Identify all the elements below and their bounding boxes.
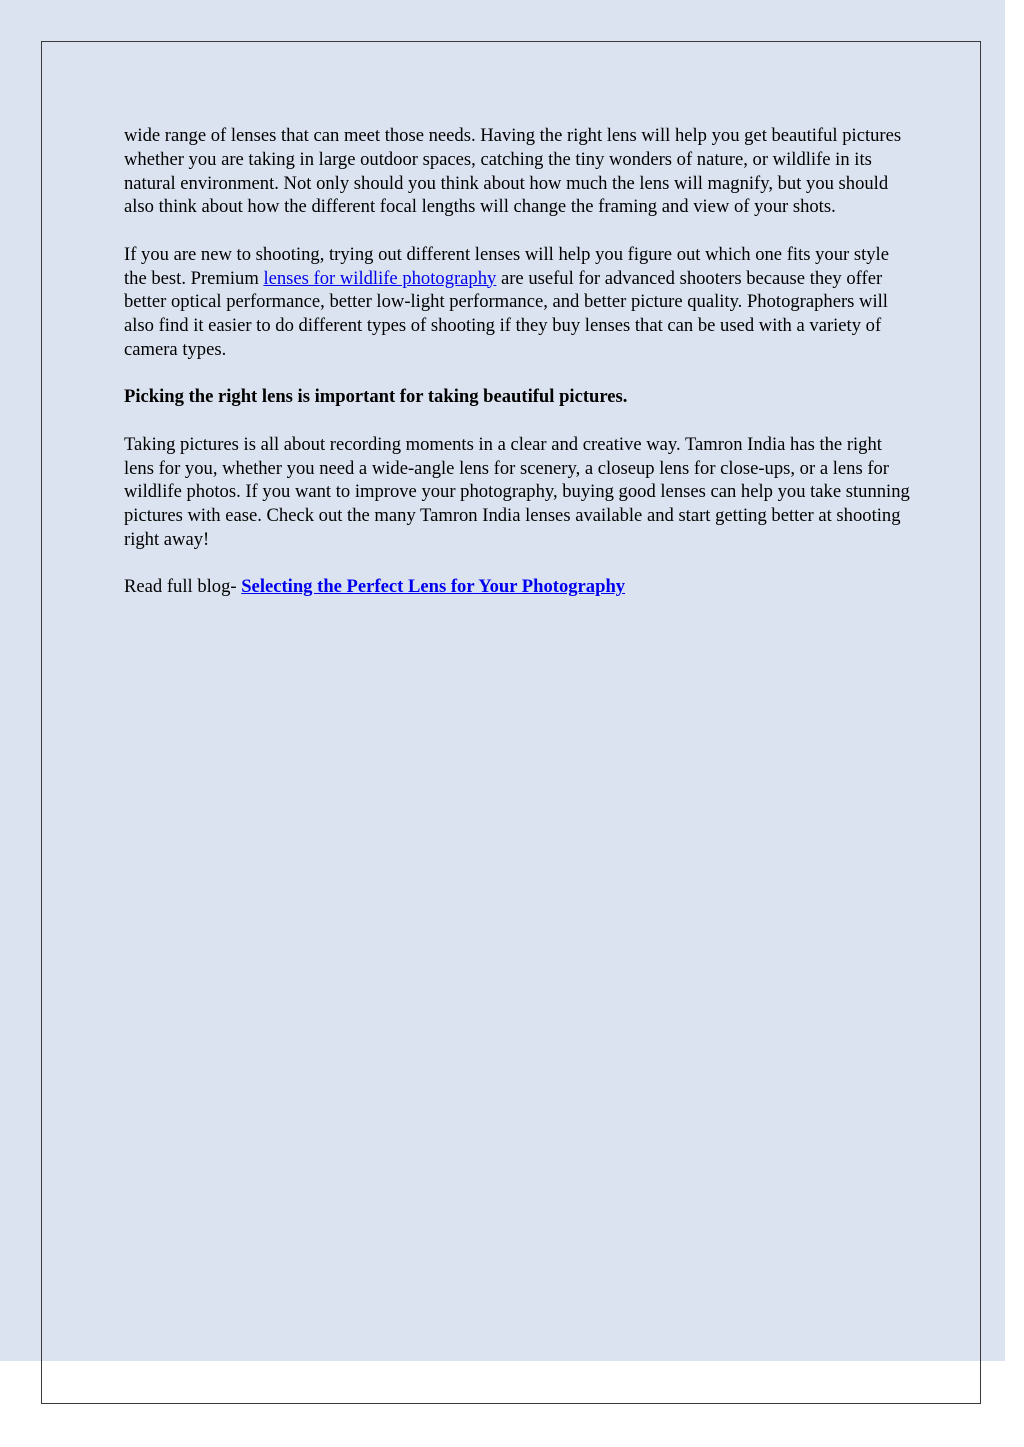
paragraph-lens-needs: wide range of lenses that can meet those needs. Having the right lens will help you get beautiful pictures whether you are taking in large outdoor spaces, catching the tiny wonders of nature, or wildlife in its natural environment. Not only should you think about how much the lens will magnify, but you should also think about how the different focal lengths will change the framing and view of your shots. [124, 125, 902, 218]
full-blog-link[interactable]: Selecting the Perfect Lens for Your Photography [241, 576, 626, 598]
paragraph-text-before-link: If you are new to shooting, trying out different lenses will help you figure out which one fits your style the best. Premium [124, 243, 889, 289]
paragraph-text-after-link: are useful for advanced shooters because they offer better optical performance, better low-light performance, and better picture quality. Photographers will also find it easier to do different types of shooting if they buy lenses that can be used with a variety of camera types. [124, 267, 888, 360]
wildlife-lenses-link[interactable]: lenses for wildlife photography [263, 267, 497, 289]
read-full-blog-line [124, 575, 914, 599]
paragraph-taking-pictures: Taking pictures is all about recording moments in a clear and creative way. Tamron India has the right lens for you, whether you need a wide-angle lens for scenery, a closeup lens for close-ups, or a lens for wildlife photos. If you want to improve your photography, buying good lenses can help you take stunning pictures with ease. Check out the many Tamron India lenses available and start getting better at shooting right away! [124, 433, 910, 550]
section-heading: Picking the right lens is important for taking beautiful pictures. [124, 386, 628, 408]
document-body [124, 124, 914, 623]
read-full-blog-label: Read full blog- [124, 576, 242, 598]
paragraph-new-shooters [124, 243, 914, 362]
